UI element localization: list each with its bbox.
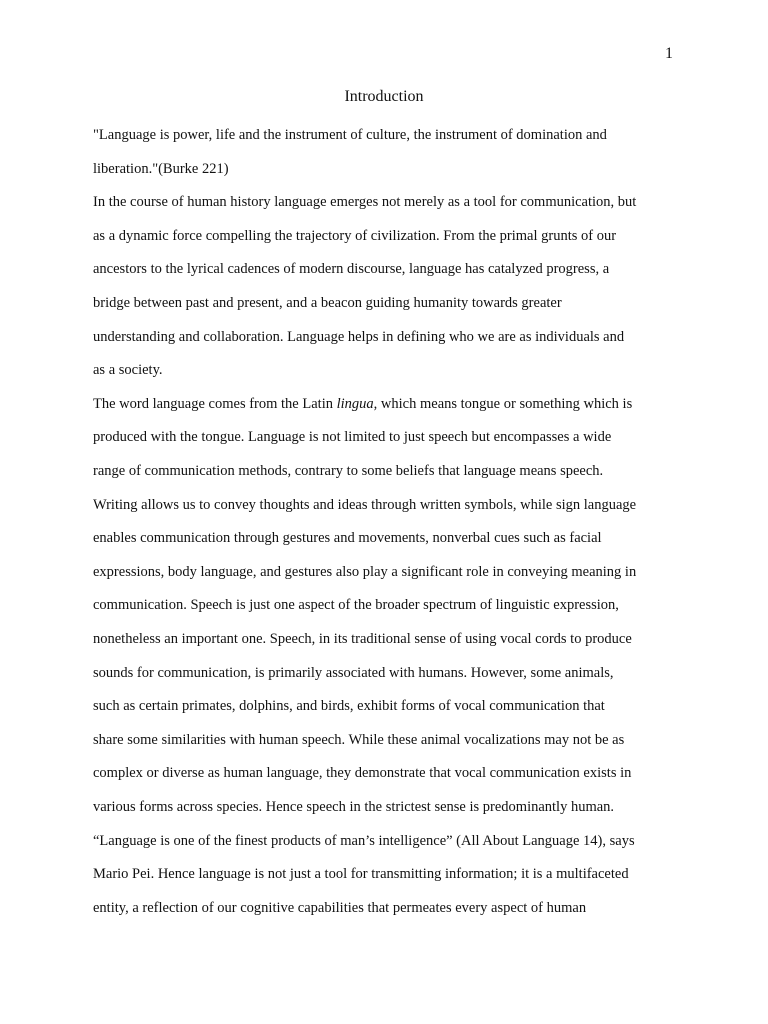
- body-line-text: expressions, body language, and gestures also play a significant role in conveying meaning in: [93, 563, 637, 580]
- body-line-text: Mario Pei. Hence language is not just a tool for transmitting information; it is a multifaceted: [93, 866, 629, 883]
- body-line: [93, 125, 607, 145]
- body-line: [93, 360, 163, 380]
- body-line: [93, 898, 586, 918]
- body-line-text: complex or diverse as human language, they demonstrate that vocal communication exists in: [93, 765, 632, 782]
- body-line: [93, 797, 614, 817]
- body-line-text: produced with the tongue. Language is not limited to just speech but encompasses a wide: [93, 429, 612, 446]
- body-line-text: "Language is power, life and the instrument of culture, the instrument of domination and: [93, 127, 607, 143]
- body-line-text: The word language comes from the Latin: [93, 395, 337, 412]
- body-line: [93, 495, 636, 515]
- body-line: [93, 259, 609, 279]
- body-line: [93, 864, 629, 884]
- body-line: [93, 730, 624, 750]
- body-line-text: share some similarities with human speech. While these animal vocalizations may not be as: [93, 731, 625, 748]
- body-line-text: range of communication methods, contrary to some beliefs that language means speech.: [93, 463, 604, 479]
- body-line-text: liberation."(Burke 221): [93, 160, 229, 177]
- body-line: [93, 528, 602, 548]
- page-title: Introduction: [344, 88, 424, 105]
- body-line: [93, 663, 614, 683]
- body-line: [93, 696, 605, 716]
- body-line-text: such as certain primates, dolphins, and birds, exhibit forms of vocal communication that: [93, 698, 605, 715]
- body-line: [93, 763, 631, 783]
- body-line: [93, 461, 603, 481]
- body-line: [93, 595, 619, 615]
- body-line: [93, 327, 624, 347]
- body-line-text: communication. Speech is just one aspect of the broader spectrum of linguistic expression,: [93, 597, 619, 614]
- body-line: [93, 159, 229, 179]
- body-line: [93, 629, 632, 649]
- body-line-text: sounds for communication, is primarily associated with humans. However, some animals,: [93, 664, 614, 681]
- body-line-text: Writing allows us to convey thoughts and ideas through written symbols, while sign language: [93, 496, 637, 513]
- body-line: [93, 562, 636, 582]
- body-line: [93, 226, 616, 246]
- body-line: [93, 427, 611, 447]
- body-line-text: , which means tongue or something which is: [373, 395, 633, 412]
- body-line-text: ancestors to the lyrical cadences of modern discourse, language has catalyzed progress, a: [93, 261, 610, 278]
- body-line-text: as a dynamic force compelling the trajectory of civilization. From the primal grunts of our: [93, 227, 617, 244]
- body-line-text: bridge between past and present, and a beacon guiding humanity towards greater: [93, 295, 562, 311]
- body-line: [93, 394, 632, 414]
- body-line-text: understanding and collaboration. Language helps in defining who we are as individuals and: [93, 328, 625, 345]
- body-line-text: entity, a reflection of our cognitive capabilities that permeates every aspect of human: [93, 899, 587, 916]
- body-line-text: as a society.: [93, 362, 163, 379]
- body-line-text: “Language is one of the finest products of man’s intelligence” (All About Language 14), says: [93, 832, 635, 849]
- body-line: [93, 293, 562, 313]
- body-line-text: enables communication through gestures and movements, nonverbal cues such as facial: [93, 530, 602, 547]
- body-line: [93, 192, 636, 212]
- body-line-text: various forms across species. Hence speech in the strictest sense is predominantly human.: [93, 799, 615, 815]
- body-line-text: nonetheless an important one. Speech, in its traditional sense of using vocal cords to produce: [93, 631, 632, 647]
- body-line-text: lingua: [336, 395, 374, 412]
- body-line: [93, 831, 635, 851]
- body-line-text: In the course of human history language emerges not merely as a tool for communication, but: [93, 194, 637, 211]
- page-number: 1: [665, 45, 673, 62]
